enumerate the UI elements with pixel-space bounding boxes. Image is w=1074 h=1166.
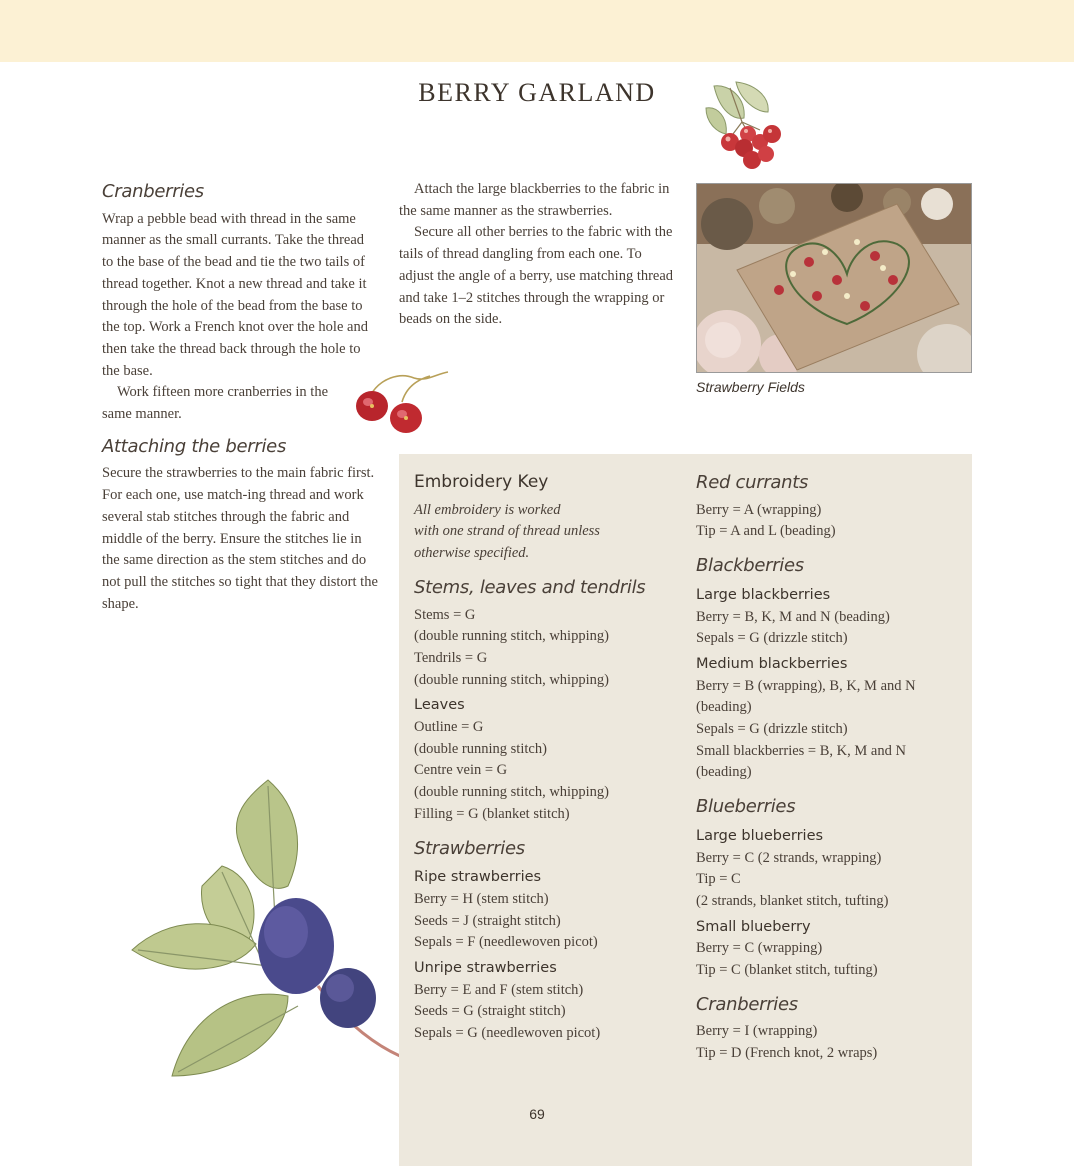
key-right-column [696, 472, 962, 1065]
ripe-strawberries-subheading: Ripe strawberries [414, 869, 542, 886]
middle-column [399, 179, 675, 331]
key-line: Berry = I (wrapping) [696, 1023, 818, 1040]
red-currants-heading: Red currants [696, 472, 809, 493]
key-line: (2 strands, blanket stitch, tufting) [696, 892, 889, 909]
key-line: Filling = G (blanket stitch) [414, 805, 570, 822]
medium-blackberries-subheading: Medium blackberries [696, 655, 848, 672]
blackberries-heading: Blackberries [696, 555, 804, 577]
key-line: Sepals = G (drizzle stitch) [696, 630, 848, 647]
key-line: Small blackberries = B, K, M and N [696, 742, 906, 759]
blackberry-illustration [128, 776, 400, 1088]
key-line: Sepals = G (needlewoven picot) [414, 1025, 601, 1042]
key-line: (double running stitch) [414, 740, 547, 757]
page-number: 69 [529, 1106, 545, 1122]
page-title: BERRY GARLAND [418, 78, 656, 107]
key-line: Berry = C (wrapping) [696, 940, 823, 957]
blueberries-heading: Blueberries [696, 796, 796, 818]
middle-paragraph-1: Attach the large blackberries to the fabric in the same manner as the strawberries. [399, 181, 670, 219]
key-line: Sepals = F (needlewoven picot) [414, 934, 598, 951]
key-title: Embroidery Key [414, 472, 549, 492]
key-line: Berry = B (wrapping), B, K, M and N [696, 677, 916, 694]
key-line: Berry = A (wrapping) [696, 501, 822, 518]
small-blueberry-subheading: Small blueberry [696, 918, 811, 935]
key-line: Centre vein = G [414, 762, 508, 779]
key-line: Berry = H (stem stitch) [414, 890, 549, 907]
key-line: (double running stitch, whipping) [414, 671, 609, 688]
key-line: Berry = C (2 strands, wrapping) [696, 849, 882, 866]
key-line: Stems = G [414, 606, 476, 623]
key-note-line: All embroidery is worked [414, 501, 561, 518]
key-line: (beading) [696, 699, 752, 716]
key-line: (double running stitch, whipping) [414, 628, 609, 645]
key-note-line: otherwise specified. [414, 545, 530, 562]
key-line: Berry = E and F (stem stitch) [414, 981, 584, 998]
strawberry-fields-photo [696, 183, 972, 373]
strawberries-heading: Strawberries [414, 837, 525, 859]
middle-paragraph-2: Secure all other berries to the fabric with the tails of thread dangling from each one. To adjust the angle of a berry, use matching thread and take 1–2 stitches through the wrapping or beads on the side. [399, 224, 674, 328]
cranberries-illustration [340, 368, 450, 440]
key-line: Berry = B, K, M and N (beading) [696, 608, 890, 625]
attaching-paragraph: Secure the strawberries to the main fabric first. For each one, use match-ing thread and work several stab stitches through the fabric and middle of the berry. Ensure the stitches lie in the same direction as the stem stitches and do not pull the stitches so tight that they distort the shape. [102, 465, 378, 612]
key-note-line: with one strand of thread unless [414, 523, 600, 540]
unripe-strawberries-subheading: Unripe strawberries [414, 960, 557, 977]
stems-heading: Stems, leaves and tendrils [414, 576, 646, 598]
key-line: Tip = C [696, 871, 741, 888]
key-line: Outline = G [414, 719, 484, 736]
top-color-band [0, 0, 1074, 62]
left-column [102, 181, 378, 615]
large-blackberries-subheading: Large blackberries [696, 586, 831, 603]
key-line: Tip = C (blanket stitch, tufting) [696, 962, 878, 979]
key-cranberries-heading: Cranberries [696, 993, 798, 1015]
key-line: Sepals = G (drizzle stitch) [696, 721, 848, 738]
large-blueberries-subheading: Large blueberries [696, 827, 824, 844]
cranberries-paragraph-1: Wrap a pebble bead with thread in the same manner as the small currants. Take the thread to the base of the bead and tie the two tails of thread together. Knot a new thread and take it through the hole of the bead from the base to the top. Work a French knot over the hole and then take the thread back through the hole to the base. [102, 210, 368, 379]
key-line: (beading) [696, 764, 752, 781]
key-line: Tip = D (French knot, 2 wraps) [696, 1045, 878, 1062]
cranberries-paragraph-2: Work fifteen more cranberries in the same manner. [102, 384, 329, 423]
key-line: Seeds = J (straight stitch) [414, 912, 561, 929]
key-left-column [414, 472, 680, 1045]
key-line: (double running stitch, whipping) [414, 784, 609, 801]
embroidery-key-panel [399, 454, 972, 1166]
leaves-subheading: Leaves [414, 697, 465, 714]
photo-caption: Strawberry Fields [696, 379, 805, 395]
key-line: Seeds = G (straight stitch) [414, 1003, 566, 1020]
attaching-heading: Attaching the berries [102, 435, 287, 457]
key-line: Tip = A and L (beading) [696, 523, 836, 540]
red-currant-illustration [700, 78, 792, 178]
cranberries-heading: Cranberries [102, 181, 204, 202]
key-line: Tendrils = G [414, 649, 488, 666]
